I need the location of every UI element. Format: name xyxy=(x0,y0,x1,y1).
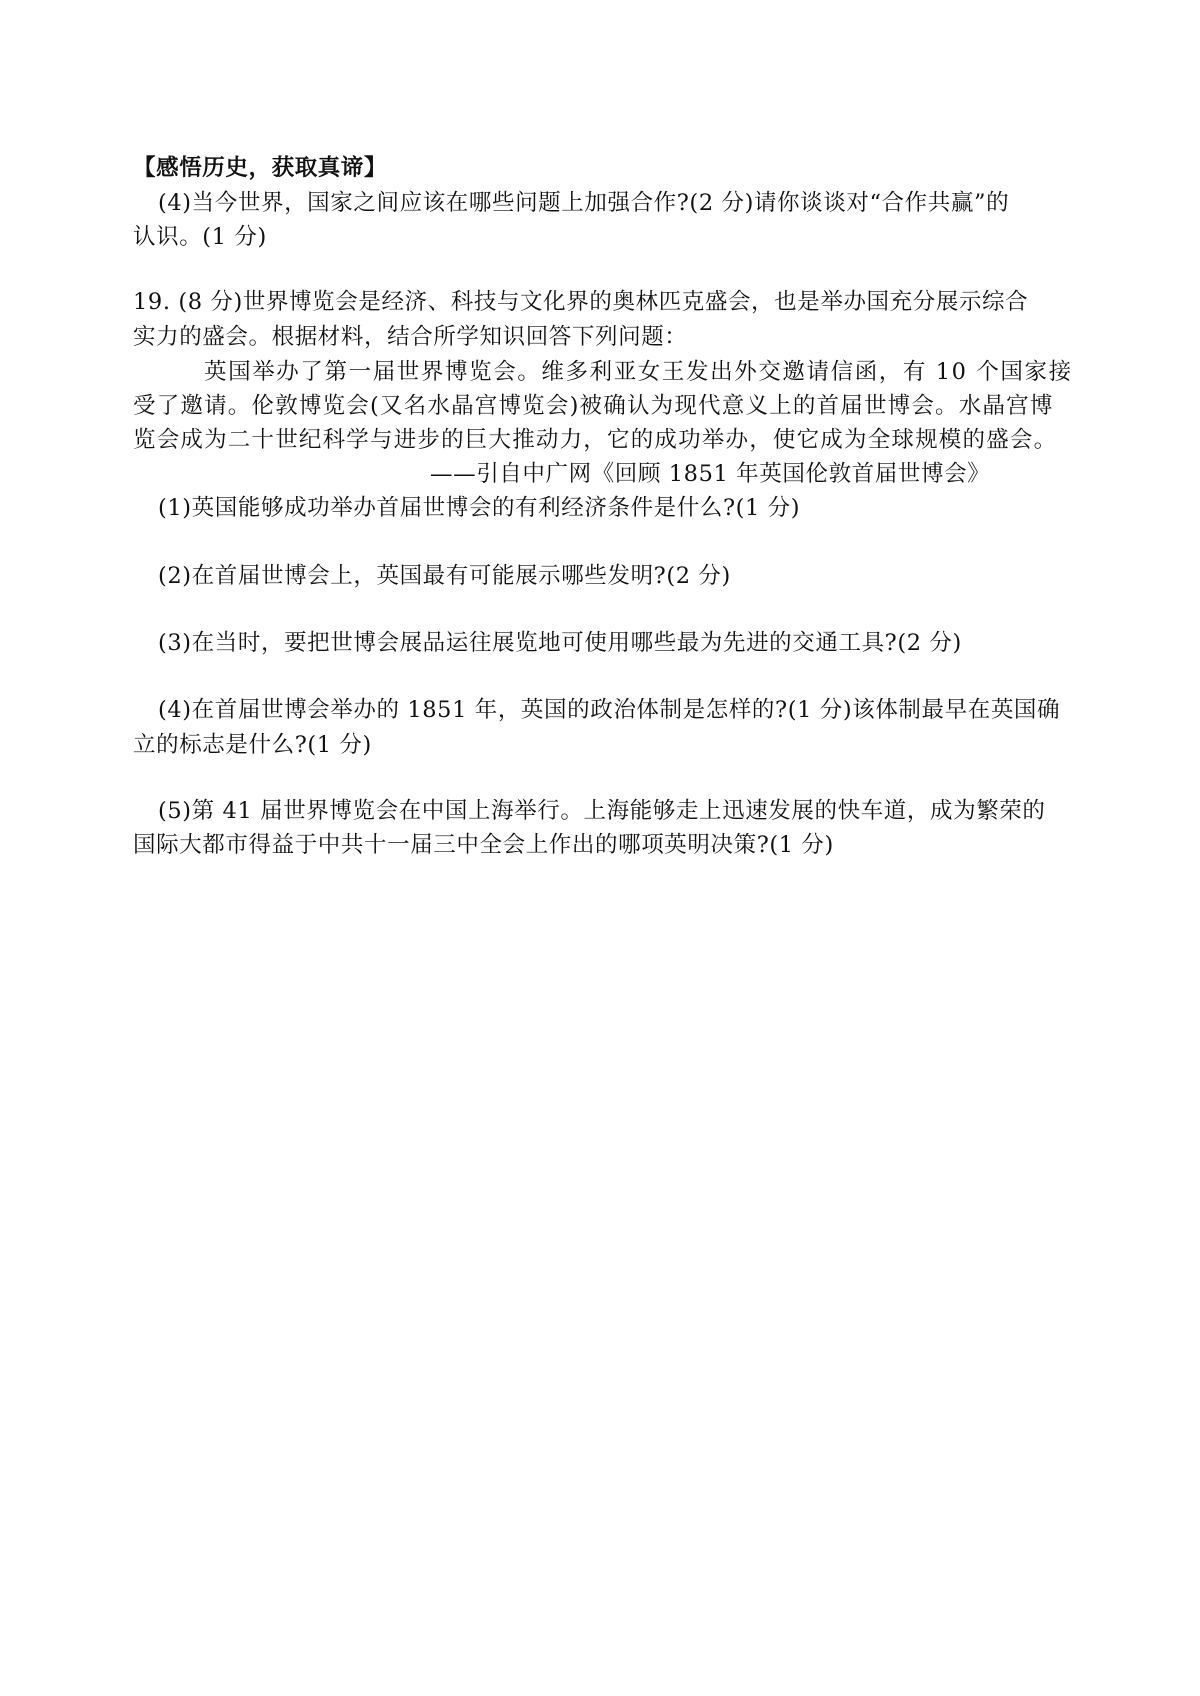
q19-sub-4-line-2: 立的标志是什么?(1 分) xyxy=(133,732,372,758)
q19-sub-5-line-2: 国际大都市得益于中共十一届三中全会上作出的哪项英明决策?(1 分) xyxy=(133,832,834,858)
material-source: ——引自中广网《回顾 1851 年英国伦敦首届世博会》 xyxy=(430,461,991,487)
material-line-1: 英国举办了第一届世界博览会。维多利亚女王发出外交邀请信函，有 10 个国家接 xyxy=(204,359,1073,385)
q19-sub-1: (1)英国能够成功举办首届世博会的有利经济条件是什么?(1 分) xyxy=(158,495,801,521)
material-line-3: 览会成为二十世纪科学与进步的巨大推动力，它的成功举办，使它成为全球规模的盛会。 xyxy=(133,427,1058,453)
q19-sub-4-line-1: (4)在首届世博会举办的 1851 年，英国的政治体制是怎样的?(1 分)该体制最早在英国确 xyxy=(158,697,1061,723)
q18-4-line-2: 认识。(1 分) xyxy=(133,224,267,250)
q19-intro-line-2: 实力的盛会。根据材料，结合所学知识回答下列问题： xyxy=(133,324,688,350)
q19-intro-line-1: 19. (8 分)世界博览会是经济、科技与文化界的奥林匹克盛会，也是举办国充分展示综合 xyxy=(133,289,1029,315)
material-line-2: 受了邀请。伦敦博览会(又名水晶宫博览会)被确认为现代意义上的首届世博会。水晶宫博 xyxy=(133,393,1054,419)
q19-sub-2: (2)在首届世博会上，英国最有可能展示哪些发明?(2 分) xyxy=(158,563,731,589)
q19-sub-5-line-1: (5)第 41 届世界博览会在中国上海举行。上海能够走上迅速发展的快车道，成为繁荣的 xyxy=(158,798,1046,824)
q19-sub-3: (3)在当时，要把世博会展品运往展览地可使用哪些最为先进的交通工具?(2 分) xyxy=(158,630,962,656)
q18-4-line-1: (4)当今世界，国家之间应该在哪些问题上加强合作?(2 分)请你谈谈对“合作共赢”的 xyxy=(158,190,1010,216)
section-heading: 【感悟历史，获取真谛】 xyxy=(133,155,388,181)
